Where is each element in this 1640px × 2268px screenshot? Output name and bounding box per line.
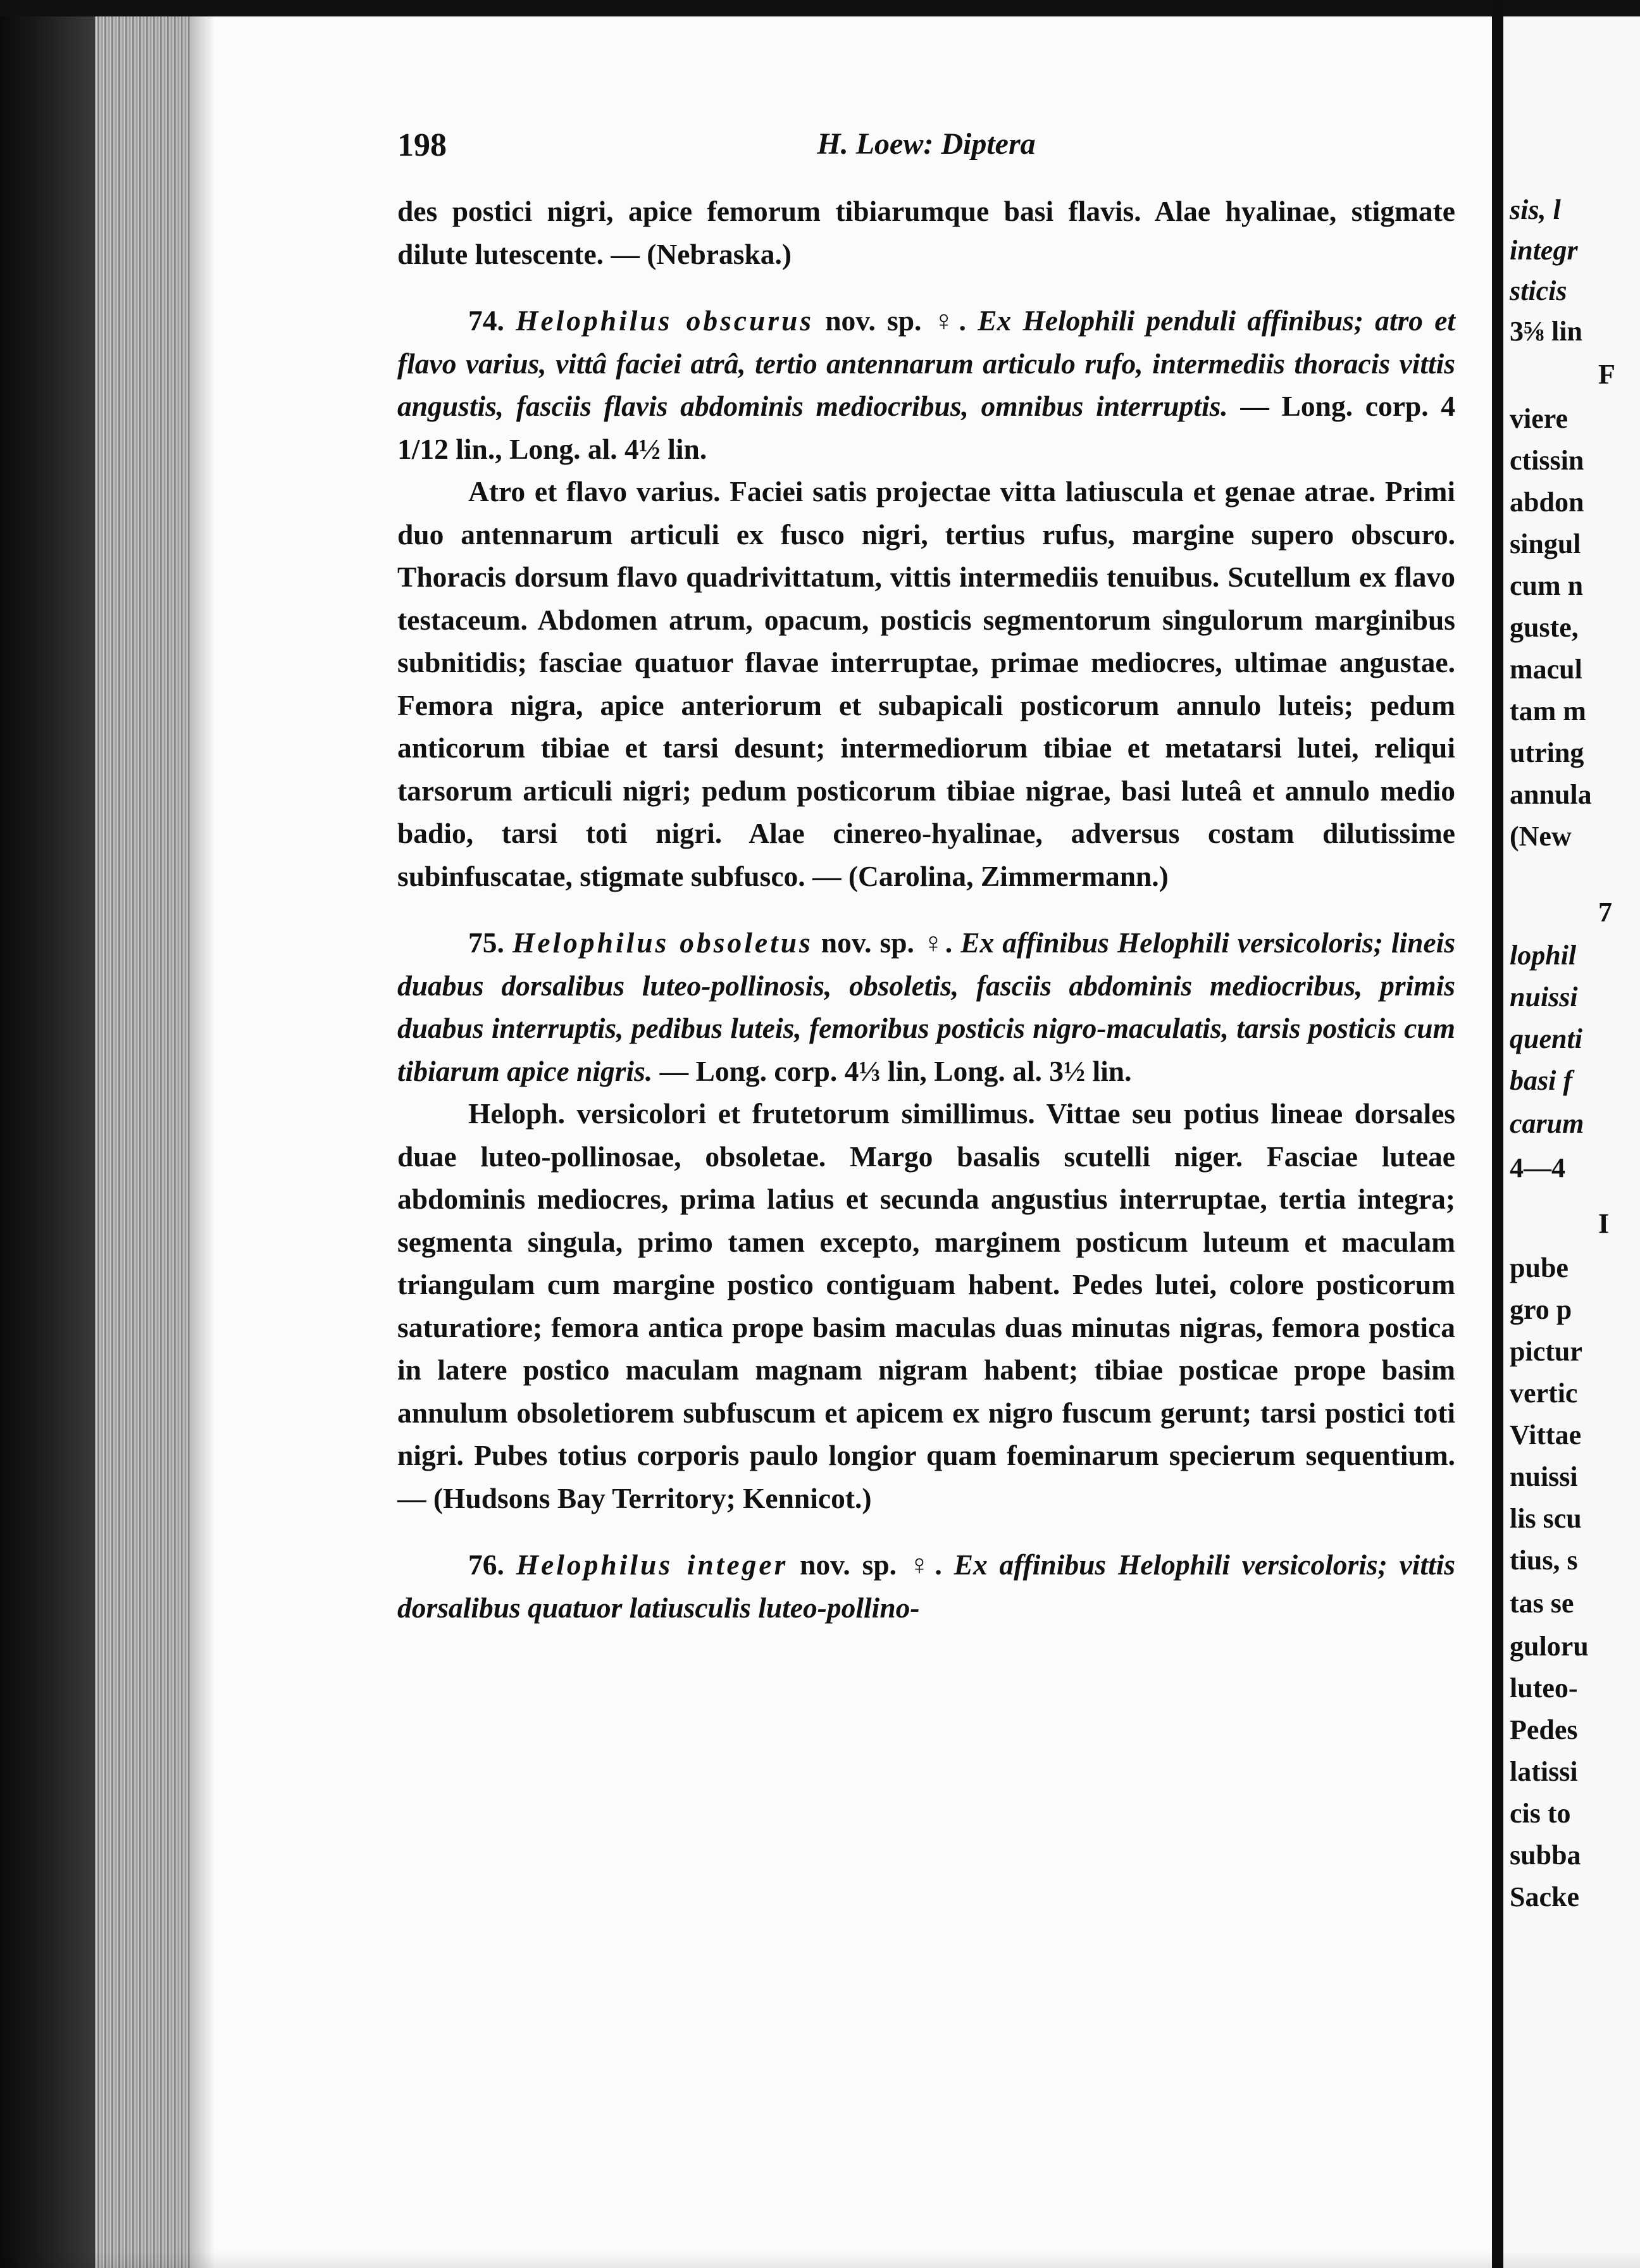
species-name: Helophilus integer	[516, 1548, 788, 1581]
adjacent-page-text-fragment: macul	[1510, 654, 1582, 685]
adjacent-page-text-fragment: guste,	[1510, 612, 1579, 643]
adjacent-page-text-fragment: sis, l	[1510, 194, 1561, 225]
adjacent-page-text-fragment: annula	[1510, 779, 1592, 810]
adjacent-page-text-fragment: latissi	[1510, 1756, 1578, 1787]
adjacent-page-text-fragment: nuissi	[1510, 981, 1578, 1012]
species-name: Helophilus obscurus	[516, 304, 814, 337]
adjacent-page-text-fragment: Vittae	[1510, 1419, 1582, 1450]
adjacent-page-text-fragment: ctissin	[1510, 445, 1584, 476]
page-content	[397, 127, 1455, 1629]
adjacent-page-text-fragment: quenti	[1510, 1023, 1582, 1054]
species-diagnosis: Ex affinibus Helophili versicoloris; vittis dorsalibus quatuor latiusculis luteo-pollino-	[397, 1548, 1456, 1624]
adjacent-page-text-fragment: 4—4	[1510, 1152, 1565, 1183]
species-status: nov. sp. ♀.	[800, 1548, 942, 1581]
adjacent-page-text-fragment: 3⅝ lin	[1510, 316, 1582, 347]
species-74-heading	[397, 299, 1455, 470]
adjacent-page-text-fragment: luteo-	[1510, 1673, 1578, 1704]
species-status: nov. sp. ♀.	[821, 926, 953, 959]
adjacent-page-text-fragment: singul	[1510, 528, 1581, 559]
adjacent-page-text-fragment: gro p	[1510, 1294, 1572, 1325]
page-header	[397, 127, 1455, 177]
adjacent-page-text-fragment: basi f	[1510, 1065, 1572, 1096]
species-measurements: — Long. corp. 4⅓ lin, Long. al. 3½ lin.	[659, 1054, 1132, 1087]
adjacent-page-text-fragment: sticis	[1510, 275, 1567, 306]
adjacent-page-text-fragment: subba	[1510, 1840, 1581, 1871]
species-number: 76.	[468, 1548, 504, 1581]
adjacent-page-text-fragment: 7	[1598, 897, 1612, 928]
species-75-description: Heloph. versicolori et frutetorum simillimus. Vittae seu potius lineae dorsales duae luteo-pollinosae, obsoletae. Margo basalis scutelli niger. Fasciae luteae abdominis mediocres, prima latius et secunda angustius interruptae, tertia integra; segmenta singula, primo tamen excepto, marginem posticum luteum et maculam triangulam cum margine postico contiguam habent. Pedes lutei, colore posticorum saturatiore; femora antica prope basim maculas duas minutas nigras, femora postica in latere postico maculam magnam nigram habent; tibiae posticae prope basim annulum obsoletiorem subfuscum et apicem ex nigro fuscum gerunt; tarsi postici toti nigri. Pubes totius corporis paulo longior quam foeminarum specierum sequentium. — (Hudsons Bay Territory; Kennicot.)	[397, 1097, 1455, 1514]
species-name: Helophilus obsoletus	[512, 926, 813, 959]
page-edges	[95, 0, 190, 2268]
adjacent-page-text-fragment: lis scu	[1510, 1503, 1582, 1534]
adjacent-page-text-fragment: lophil	[1510, 940, 1577, 971]
adjacent-page-text-fragment: (New	[1510, 821, 1572, 852]
species-diagnosis: Ex Helophili penduli affinibus; atro et flavo varius, vittâ faciei atrâ, tertio antennarum articulo rufo, intermediis thoracis vittis angustis, fasciis flavis abdominis mediocribus, omnibus interruptis.	[397, 304, 1456, 422]
page-number: 198	[397, 127, 447, 163]
gutter-shadow	[190, 16, 215, 2268]
species-74-description: Atro et flavo varius. Faciei satis projectae vitta latiuscula et genae atrae. Primi duo antennarum articuli ex fusco nigri, tertius rufus, margine supero obscuro. Thoracis dorsum flavo quadrivittatum, vittis intermediis tenuibus. Scutellum ex flavo testaceum. Abdomen atrum, opacum, posticis segmentorum singulorum marginibus subnitidis; fasciae quatuor flavae interruptae, primae mediocres, ultimae angustae. Femora nigra, apice anteriorum et subapicali posticorum annulo luteis; pedum anticorum tibiae et tarsi desunt; intermediorum tibiae et metatarsi lutei, reliqui tarsorum articuli nigri; pedum posticorum tibiae nigrae, basi luteâ et annulo medio badio, tarsi toti nigri. Alae cinereo-hyalinae, adversus costam dilutissime subinfuscatae, stigmate subfusco. — (Carolina, Zimmermann.)	[397, 475, 1455, 892]
adjacent-page-text-fragment: utring	[1510, 737, 1584, 768]
page-divider-shadow	[1492, 0, 1503, 2268]
species-measurements: — Long. corp. 4 1/12 lin., Long. al. 4½ lin.	[397, 390, 1456, 465]
adjacent-page-text-fragment: carum	[1510, 1108, 1584, 1139]
page-body	[397, 190, 1455, 1629]
adjacent-page-text-fragment: tas se	[1510, 1588, 1574, 1619]
adjacent-page-text-fragment: nuissi	[1510, 1461, 1578, 1492]
adjacent-page-text-fragment: F	[1598, 359, 1615, 390]
book-spine-shadow	[0, 0, 95, 2268]
adjacent-page-text-fragment: tius, s	[1510, 1545, 1578, 1576]
adjacent-page-text-fragment: guloru	[1510, 1631, 1589, 1662]
species-diagnosis: Ex affinibus Helophili versicoloris; lineis duabus dorsalibus luteo-pollinosis, obsoletis, fasciis abdominis mediocribus, primis duabus interruptis, pedibus luteis, femoribus posticis nigro-maculatis, tarsis posticis cum tibiarum apice nigris.	[397, 926, 1456, 1087]
adjacent-page-text-fragment: I	[1598, 1208, 1610, 1239]
adjacent-page-text-fragment: tam m	[1510, 695, 1586, 726]
species-number: 74.	[468, 304, 504, 337]
species-75-heading	[397, 921, 1455, 1092]
paragraph-continuation: des postici nigri, apice femorum tibiarumque basi flavis. Alae hyalinae, stigmate dilute lutescente. — (Nebraska.)	[397, 195, 1455, 270]
adjacent-page-text-fragment: integr	[1510, 235, 1578, 266]
adjacent-page-text-fragment: cum n	[1510, 570, 1584, 601]
species-status: nov. sp. ♀.	[825, 304, 966, 337]
adjacent-page-fragment	[1503, 16, 1640, 2268]
species-number: 75.	[468, 926, 504, 959]
adjacent-page-text-fragment: cis to	[1510, 1798, 1571, 1829]
adjacent-page-text-fragment: Sacke	[1510, 1881, 1579, 1912]
bottom-edge	[0, 2250, 1640, 2268]
adjacent-page-text-fragment: vertic	[1510, 1378, 1578, 1409]
adjacent-page-text-fragment: abdon	[1510, 487, 1584, 518]
adjacent-page-text-fragment: Pedes	[1510, 1714, 1578, 1745]
adjacent-page-text-fragment: viere	[1510, 403, 1569, 434]
adjacent-page-text-fragment: pube	[1510, 1252, 1569, 1283]
species-76-heading	[397, 1543, 1455, 1629]
adjacent-page-text-fragment: pictur	[1510, 1336, 1582, 1367]
running-title: H. Loew: Diptera	[817, 127, 1036, 161]
top-border	[0, 0, 1640, 16]
